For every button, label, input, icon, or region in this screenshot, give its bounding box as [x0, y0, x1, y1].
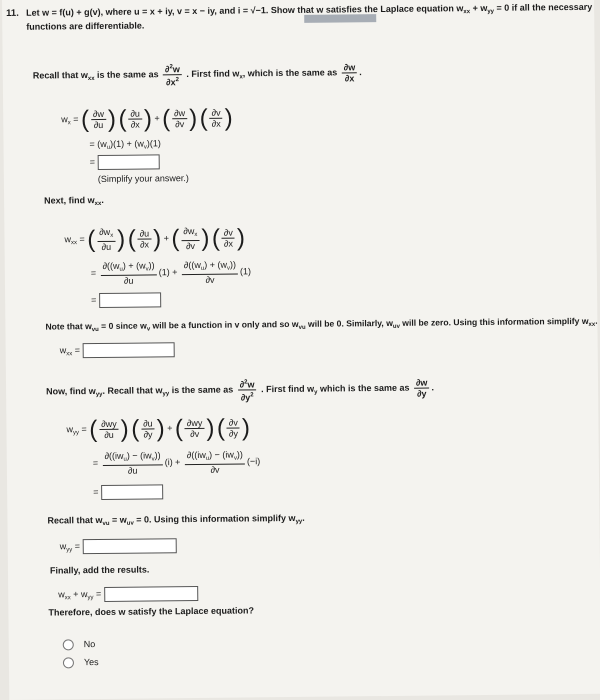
- recall-wvu-text: Recall that $w_{vu} = w_{uv} = 0$. Using this information simplify $w_{yy}$.: [47, 512, 305, 527]
- wxx-answer-box-2[interactable]: [82, 342, 174, 358]
- wyy-simplified-row: $w_{yy}$ =: [60, 538, 177, 554]
- wxx-answer-box-1[interactable]: [99, 292, 161, 308]
- option-no[interactable]: No: [63, 639, 96, 650]
- wxx-answer-row: =: [91, 292, 161, 308]
- now-find-wyy: Now, find $w_{yy}$. Recall that $w_{yy}$ is the same as $\frac{\partial^2w}{\partial y^2}$ . First find $w_y$ which is the same as $\frac{\partial w}{\partial y}$ .: [46, 377, 435, 403]
- wyy-substituted: = $\frac{\partial((iw_u) - (iw_v))}{\partial u}$ (i) + $\frac{\partial((iw_u) - (iw_v))}{\partial v}$ (−i): [92, 449, 261, 476]
- wx-substituted: = $(w_u)(1) + (w_v)(1)$: [89, 138, 161, 151]
- recall-wxx-text: Recall that $w_{xx}$ is the same as $\frac{\partial^2w}{\partial x^2}$ . First find $w_x$, which is the same as $\frac{\partial w}{\partial x}$ .: [32, 62, 362, 88]
- wyy-answer-box-1[interactable]: [101, 484, 163, 500]
- finally-add-text: Finally, add the results.: [49, 564, 150, 576]
- sum-answer-box[interactable]: [104, 586, 198, 602]
- wx-answer-row: =: [90, 154, 160, 170]
- worksheet-page: [2, 0, 600, 700]
- problem-statement: Let w = f(u) + g(v), where u = x + iy, v = x − iy, and i = √−1. Show that w satisfies the Laplace equation $w_{xx} + w_{yy} = 0$ if all the necessary: [26, 1, 593, 18]
- option-yes[interactable]: Yes: [63, 657, 99, 668]
- radio-no[interactable]: [63, 639, 74, 650]
- wyy-answer-box-2[interactable]: [82, 538, 176, 554]
- wxx-simplified-row: $w_{xx}$ =: [60, 342, 175, 358]
- simplify-hint: (Simplify your answer.): [97, 173, 189, 185]
- next-find-wxx: Next, find $w_{xx}$.: [44, 194, 104, 208]
- problem-statement-line2: functions are differentiable.: [26, 20, 145, 32]
- wyy-answer-row: =: [93, 484, 163, 500]
- sum-row: $w_{xx} + w_{yy}$ =: [58, 586, 198, 602]
- wyy-chain-rule: $w_{yy}$ = ( $\frac{\partial wy}{\partial u}$ ) ( $\frac{\partial u}{\partial y}$ ) + ( $\frac{\partial wy}{\partial v}$ ) ( $\frac{\partial v}{\partial y}$ ): [66, 413, 251, 443]
- note-text: Note that $w_{vu} = 0$ since $w_v$ will be a function in v only and so $w_{vu}$ will be 0. Similarly, $w_{uv}$ will be zero. Using this information simplify $w_{xx}$.: [45, 315, 598, 334]
- laplace-question: Therefore, does w satisfy the Laplace equation?: [48, 605, 255, 618]
- wxx-substituted: = $\frac{\partial((w_u) + (w_v))}{\partial u}$ (1) + $\frac{\partial((w_u) + (w_v))}{\partial v}$ (1): [90, 259, 252, 286]
- wxx-chain-rule: $w_{xx}$ = ( $\frac{\partial w_x}{\partial u}$ ) ( $\frac{\partial u}{\partial x}$ ) + ( $\frac{\partial w_x}{\partial v}$ ) ( $\frac{\partial v}{\partial x}$ ): [64, 223, 246, 253]
- radio-yes[interactable]: [63, 657, 74, 668]
- wx-answer-box[interactable]: [97, 154, 159, 170]
- problem-number: 11.: [6, 7, 19, 19]
- wx-chain-rule: $w_x$ = ( $\frac{\partial w}{\partial u}$ ) ( $\frac{\partial u}{\partial x}$ ) + ( $\frac{\partial w}{\partial v}$ ) ( $\frac{\partial v}{\partial x}$ ): [61, 104, 233, 133]
